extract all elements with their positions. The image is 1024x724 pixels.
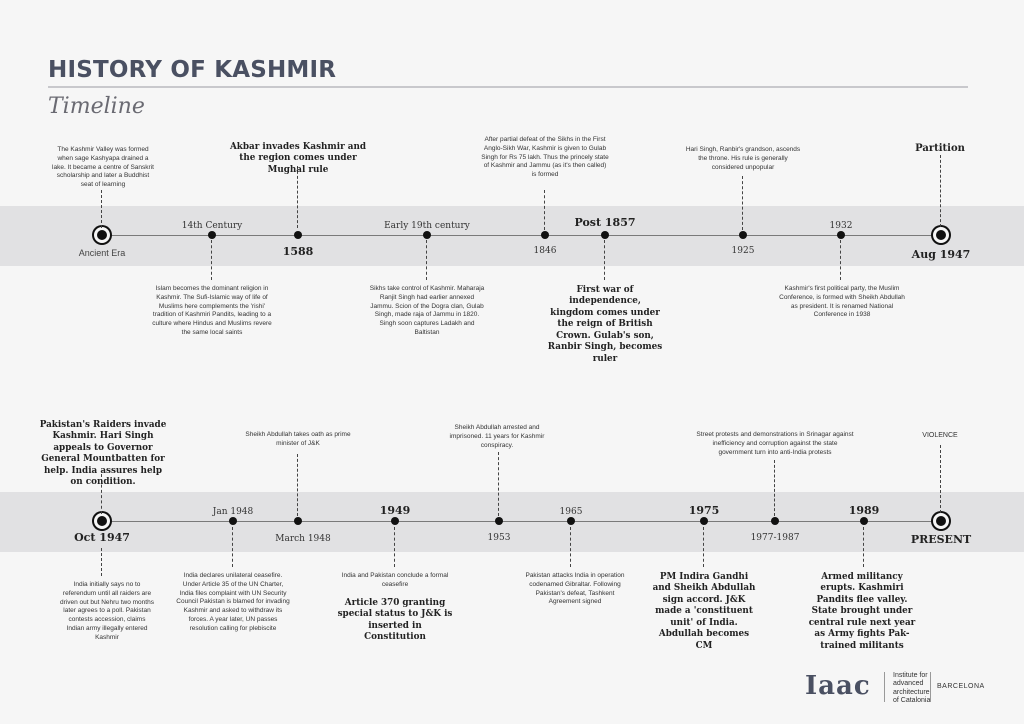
iaac-logo: Iaac: [805, 671, 871, 701]
note-militancy: Armed militancy erupts. Kashmiri Pandits flee valley. State brought under central rule next year as Army fights Pak-trained militants: [808, 572, 916, 651]
connector: [211, 240, 212, 280]
timeline-band-top: [0, 206, 1024, 266]
connector: [101, 548, 102, 576]
connector: [940, 445, 941, 513]
label-1977-1987: 1977-1987: [750, 533, 800, 543]
label-1975: 1975: [688, 504, 720, 517]
marker-1953: [495, 517, 503, 525]
marker-1846: [541, 231, 549, 239]
connector: [604, 240, 605, 280]
institute-name: Institute for advanced architecture of Catalonia: [893, 672, 931, 705]
note-sikhs-control: Sikhs take control of Kashmir. Maharaja Ranjit Singh had earlier annexed Jammu. Scion of the Dogra clan, Gulab Singh, made raja of Jammu in 1820. Singh soon captures Ladakh and Baltistan: [369, 285, 485, 336]
note-ancient-era: The Kashmir Valley was formed when sage Kashyapa drained a lake. It became a centre of Sanskrit scholarship and later a Buddhist seat of learning: [52, 146, 154, 189]
connector: [498, 452, 499, 516]
label-14th-century: 14th Century: [181, 221, 243, 231]
page-title: HISTORY OF KASHMIR: [48, 57, 337, 83]
marker-1975: [700, 517, 708, 525]
logo-divider: [930, 672, 931, 702]
label-oct-1947: Oct 1947: [74, 531, 130, 544]
marker-1977-1987: [771, 517, 779, 525]
label-early-19th: Early 19th century: [384, 221, 470, 231]
label-1989: 1989: [848, 504, 880, 517]
marker-jan-1948: [229, 517, 237, 525]
marker-1949: [391, 517, 399, 525]
connector: [742, 176, 743, 230]
label-jan-1948: Jan 1948: [212, 507, 254, 517]
label-1846: 1846: [533, 246, 557, 256]
connector: [426, 240, 427, 280]
connector: [863, 527, 864, 567]
connector: [297, 454, 298, 516]
note-oath: Sheikh Abdullah takes oath as prime minister of J&K: [245, 431, 351, 447]
marker-oct-1947: [94, 513, 110, 529]
label-1953: 1953: [487, 533, 511, 543]
label-present: PRESENT: [910, 533, 972, 546]
note-violence: VIOLENCE: [922, 432, 958, 439]
note-hari-singh: Hari Singh, Ranbir's grandson, ascends the throne. His rule is generally considered unpopular: [685, 146, 801, 171]
marker-early-19th: [423, 231, 431, 239]
note-referendum: India initially says no to referendum until all raiders are driven out but Nehru two months later agrees to a poll. Pakistan contests accession, claims Indian army illegally entered Kashmir: [60, 581, 154, 641]
label-ancient-era: Ancient Era: [78, 248, 126, 258]
timeline-axis-bottom: [102, 521, 942, 522]
marker-ancient-era: [94, 227, 110, 243]
label-post-1857: Post 1857: [574, 216, 636, 229]
note-gibraltar: Pakistan attacks India in operation codenamed Gibraltar. Following Pakistan's defeat, Tashkent Agreement signed: [525, 572, 625, 606]
marker-1925: [739, 231, 747, 239]
note-raiders: Pakistan's Raiders invade Kashmir. Hari Singh appeals to Governor General Mountbatten for help. India assures help on condition.: [39, 420, 167, 488]
connector: [101, 190, 102, 228]
timeline-band-bottom: [0, 492, 1024, 552]
connector: [232, 527, 233, 567]
label-1965: 1965: [559, 507, 583, 517]
note-gulab-singh: After partial defeat of the Sikhs in the First Anglo-Sikh War, Kashmir is given to Gulab Singh for Rs 75 lakh. Thus the princely state of Kashmir and Jammu (as it's then called) is formed: [481, 136, 609, 179]
connector: [840, 240, 841, 280]
marker-14th-century: [208, 231, 216, 239]
note-muslim-conference: Kashmir's first political party, the Muslim Conference, is formed with Sheikh Abdullah as president. It is renamed National Conference in 1938: [779, 285, 905, 319]
note-article-370: Article 370 granting special status to J&K is inserted in Constitution: [337, 598, 453, 643]
marker-1588: [294, 231, 302, 239]
note-accord: PM Indira Gandhi and Sheikh Abdullah sign accord. J&K made a 'constituent unit' of India. Abdullah becomes CM: [652, 572, 756, 651]
marker-post-1857: [601, 231, 609, 239]
note-protests: Street protests and demonstrations in Srinagar against inefficiency and corruption against the state government turn into anti-India protests: [696, 431, 854, 456]
note-formal-ceasefire: India and Pakistan conclude a formal ceasefire: [341, 572, 449, 588]
label-aug-1947: Aug 1947: [911, 248, 971, 261]
label-1588: 1588: [282, 245, 314, 258]
title-divider: [48, 86, 968, 88]
label-1949: 1949: [379, 504, 411, 517]
note-islam: Islam becomes the dominant religion in Kashmir. The Sufi-Islamic way of life of Muslims here complements the 'rishi' tradition of Kashmiri Pandits, leading to a culture where Hindus and Muslims revere the same local saints: [152, 285, 272, 336]
note-partition: Partition: [915, 143, 965, 154]
timeline-axis-top: [102, 235, 942, 236]
label-1932: 1932: [829, 221, 853, 231]
marker-present: [933, 513, 949, 529]
marker-march-1948: [294, 517, 302, 525]
note-akbar: Akbar invades Kashmir and the region comes under Mughal rule: [229, 142, 367, 175]
connector: [544, 190, 545, 230]
connector: [774, 460, 775, 516]
marker-1965: [567, 517, 575, 525]
logo-divider: [884, 672, 885, 702]
connector: [940, 155, 941, 227]
connector: [703, 527, 704, 567]
city-name: BARCELONA: [937, 683, 985, 690]
label-march-1948: March 1948: [275, 534, 331, 544]
label-1925: 1925: [731, 246, 755, 256]
note-first-war: First war of independence, kingdom comes under the reign of British Crown. Gulab's son, Ranbir Singh, becomes ruler: [547, 285, 663, 364]
note-ceasefire-un: India declares unilateral ceasefire. Under Article 35 of the UN Charter, India files complaint with UN Security Council Pakistan is blamed for invading Kashmir and asked to withdraw its forces. A year later, UN passes resolution calling for plebiscite: [176, 572, 290, 632]
page-subtitle: Timeline: [48, 94, 145, 119]
marker-1989: [860, 517, 868, 525]
marker-aug-1947: [933, 227, 949, 243]
marker-1932: [837, 231, 845, 239]
connector: [394, 527, 395, 567]
connector: [570, 527, 571, 567]
note-arrested: Sheikh Abdullah arrested and imprisoned. 11 years for Kashmir conspiracy.: [449, 424, 545, 449]
